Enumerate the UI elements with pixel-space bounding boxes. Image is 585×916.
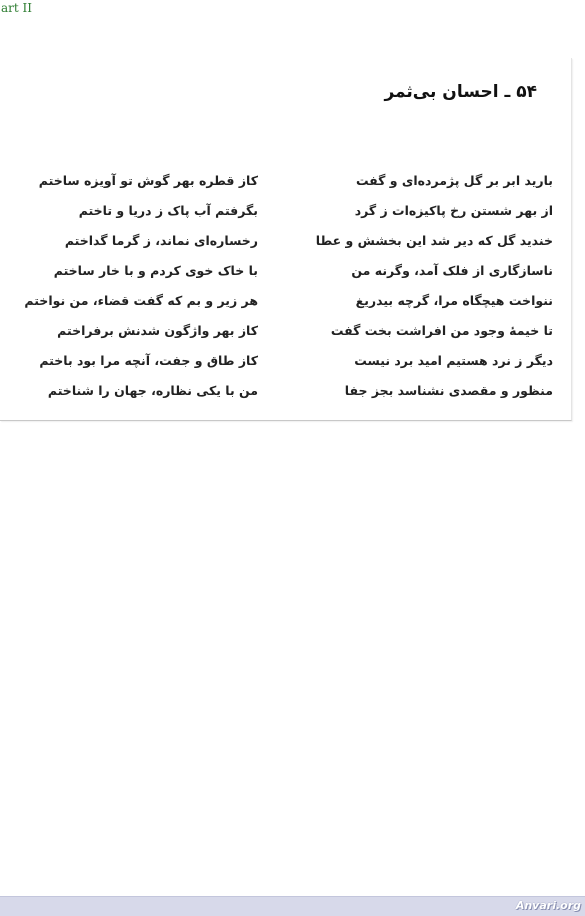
verse-line: خندید گل که دیر شد این بخشش و عطا bbox=[315, 233, 553, 248]
verse-line: ناسازگاری از فلک آمد، وگرنه من bbox=[351, 263, 553, 278]
page-footer bbox=[0, 896, 585, 916]
verse-line: با خاک خوی کردم و با خار ساختم bbox=[53, 263, 258, 278]
page-header bbox=[0, 0, 585, 58]
verse-line: من با یکی نظاره، جهان را شناختم bbox=[47, 383, 258, 398]
verse-line: کاز طاق و جفت، آنچه مرا بود باختم bbox=[39, 353, 258, 368]
verse-line: بگرفتم آب پاک ز دریا و تاختم bbox=[78, 203, 258, 218]
part-label: art II bbox=[1, 1, 33, 15]
site-watermark: Anvari.org bbox=[515, 899, 581, 912]
verse-line: ننواخت هیچگاه مرا، گرچه بیدریغ bbox=[355, 293, 553, 308]
verse-line: منظور و مقصدی نشناسد بجز جفا bbox=[344, 383, 553, 398]
verse-line: تا خیمهٔ وجود من افراشت بخت گفت bbox=[330, 323, 553, 338]
poem-title: ۵۴ ـ احسان بی‌ثمر bbox=[384, 82, 537, 102]
verse-line: رخساره‌ای نماند، ز گرما گداختم bbox=[64, 233, 258, 248]
verse-line: بارید ابر بر گل پژمرده‌ای و گفت bbox=[355, 173, 553, 188]
verse-line: کاز بهر واژگون شدنش برفراختم bbox=[57, 323, 258, 338]
poem-right-column bbox=[283, 166, 553, 406]
verse-line: از بهر شستن رخ پاکیزه‌ات ز گرد bbox=[354, 203, 553, 218]
verse-line: دیگر ز نرد هستیم امید برد نیست bbox=[354, 353, 553, 368]
poem-panel bbox=[0, 58, 572, 421]
verse-line: کاز قطره بهر گوش تو آویزه ساختم bbox=[38, 173, 258, 188]
poem-left-column bbox=[3, 166, 258, 406]
verse-line: هر زیر و بم که گفت قضاء، من نواختم bbox=[24, 293, 258, 308]
